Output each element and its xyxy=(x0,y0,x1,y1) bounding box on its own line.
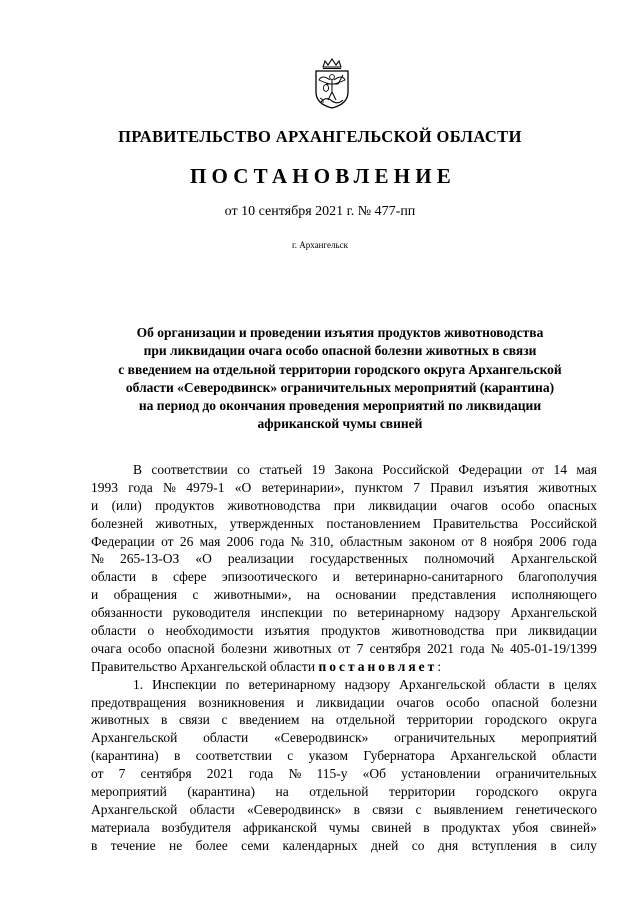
word: № xyxy=(91,551,104,567)
word: Федерации xyxy=(91,533,155,549)
word: городского xyxy=(475,784,539,800)
text-line xyxy=(91,604,597,622)
decree-colon: : xyxy=(437,658,442,674)
word: в xyxy=(423,819,430,835)
word: при xyxy=(495,623,517,639)
text-line xyxy=(91,837,597,855)
word: о xyxy=(147,623,155,639)
word: 405-01-19/1399 xyxy=(509,640,597,656)
word: 115-у xyxy=(316,766,348,782)
word: животных, xyxy=(155,515,218,531)
word: года xyxy=(460,640,485,656)
word: Российской xyxy=(382,462,450,477)
word: 2021 xyxy=(206,766,234,782)
coat-of-arms-emblem xyxy=(312,58,352,110)
word: мероприятий xyxy=(521,730,597,746)
text-line xyxy=(91,765,597,783)
word: области xyxy=(189,801,235,817)
word: утвержденных xyxy=(229,515,314,531)
word: городского xyxy=(484,712,548,728)
word: со xyxy=(411,837,425,853)
word: области xyxy=(91,623,137,639)
word: изъятия xyxy=(264,623,310,639)
word: 7 xyxy=(356,640,364,656)
text-line xyxy=(91,676,597,694)
word: установлении xyxy=(401,766,481,782)
word: 310, xyxy=(309,533,334,549)
word: Архангельской xyxy=(510,605,597,621)
word: 2006 xyxy=(539,533,567,549)
word: надзору xyxy=(454,605,501,621)
word: дней xyxy=(370,837,399,853)
text-line xyxy=(91,711,597,729)
word: с xyxy=(415,801,422,817)
word: сентября xyxy=(140,766,192,782)
text-line xyxy=(91,694,597,712)
word: 2006 xyxy=(226,533,254,549)
word: особо xyxy=(127,640,162,656)
word: 2021 xyxy=(426,640,454,656)
word: на xyxy=(306,587,320,603)
word: № xyxy=(490,640,504,656)
word: очагов xyxy=(396,694,435,710)
coat-of-arms-icon xyxy=(312,58,352,110)
word: № xyxy=(288,766,302,782)
word: введением xyxy=(239,712,300,728)
word: пунктом xyxy=(354,479,403,495)
word: целях xyxy=(564,676,597,692)
word: (карантина) xyxy=(91,748,159,764)
word: в xyxy=(160,712,168,728)
word: мероприятий xyxy=(91,784,167,800)
word: силу xyxy=(570,837,597,853)
word: животных xyxy=(91,712,150,728)
title-line: Об организации и проведении изъятия продуктов животноводства xyxy=(136,325,544,340)
preamble-last-line xyxy=(91,658,597,676)
word: территории xyxy=(406,712,474,728)
word: на xyxy=(311,712,325,728)
word: животными», xyxy=(213,587,292,603)
word: 265-13-ОЗ xyxy=(119,551,180,567)
word: (карантина) xyxy=(187,784,255,800)
word: Архангельской xyxy=(91,801,178,817)
text-line xyxy=(91,515,597,533)
word: представления xyxy=(411,587,496,603)
word: Архангельской xyxy=(510,551,597,567)
word: области xyxy=(203,730,249,746)
word: 7 xyxy=(118,766,126,782)
word: отдельной xyxy=(309,784,369,800)
text-line xyxy=(91,533,597,551)
word: областным xyxy=(339,533,403,549)
word: очага xyxy=(91,640,122,656)
word: инспекции xyxy=(260,605,323,621)
word: возбудителя xyxy=(161,819,232,835)
word: области xyxy=(91,569,137,585)
word: 1993 xyxy=(91,479,118,495)
decree-word: постановляет xyxy=(318,658,438,674)
word: мая xyxy=(576,462,597,477)
word: календарных xyxy=(282,837,358,853)
word: «Об xyxy=(362,766,386,782)
document-body xyxy=(91,461,597,855)
text-line xyxy=(91,497,597,515)
word: Инспекции xyxy=(152,676,217,692)
word: и xyxy=(91,587,99,603)
word: 7 xyxy=(413,479,420,495)
word: ликвидации xyxy=(528,623,597,639)
word: соответствии xyxy=(195,748,272,764)
title-line: африканской чумы свиней xyxy=(257,416,423,432)
word: от xyxy=(461,533,474,549)
word: Архангельской xyxy=(450,748,537,764)
word: предотвращения xyxy=(91,694,187,710)
word: ветеринарному xyxy=(248,676,336,692)
word: ветеринарному xyxy=(357,605,445,621)
word: статьей xyxy=(259,462,303,477)
word: генетического xyxy=(515,801,597,817)
text-line xyxy=(91,747,597,765)
word: области xyxy=(551,748,597,764)
word: возникновения xyxy=(198,694,285,710)
word: при xyxy=(333,497,355,513)
word: животноводства xyxy=(391,623,485,639)
word: связи xyxy=(178,712,210,728)
word: исполняющего xyxy=(511,587,597,603)
word: 4979-1 xyxy=(186,479,225,495)
word: года xyxy=(572,533,597,549)
word: постановлением xyxy=(326,515,421,531)
word: года xyxy=(259,533,285,549)
word: 1. xyxy=(133,676,144,692)
word: с xyxy=(287,748,294,764)
word: (или) xyxy=(111,497,142,513)
title-line: на период до окончания проведения мероприятий по ликвидации xyxy=(138,398,542,414)
word: ветеринарии», xyxy=(261,479,345,495)
word: животноводства xyxy=(227,497,321,513)
word: в xyxy=(151,569,158,585)
word: выявлением xyxy=(433,801,504,817)
text-line xyxy=(91,461,597,479)
word: Российской xyxy=(530,515,597,531)
text-line xyxy=(91,586,597,604)
word: изъятия xyxy=(483,479,529,495)
word: мая xyxy=(199,533,221,549)
word: реализации xyxy=(227,551,294,567)
word: года xyxy=(128,479,153,495)
word: по xyxy=(332,605,347,621)
word: 8 xyxy=(480,533,487,549)
word: в xyxy=(173,748,181,764)
word: особо xyxy=(501,497,535,513)
word: ликвидации xyxy=(368,497,437,513)
text-line xyxy=(91,622,597,640)
word: № xyxy=(163,479,176,495)
word: государственных xyxy=(309,551,409,567)
word: Архангельской xyxy=(399,676,486,692)
word: В xyxy=(133,462,143,477)
word: территории xyxy=(388,784,456,800)
word: материала xyxy=(91,819,150,835)
word: очагов xyxy=(450,497,488,513)
word: сентября xyxy=(369,640,421,656)
text-line xyxy=(91,550,597,568)
word: отдельной xyxy=(335,712,396,728)
text-line xyxy=(91,801,597,819)
word: «О xyxy=(234,479,252,495)
word: года xyxy=(248,766,274,782)
word: необходимости xyxy=(165,623,254,639)
preamble-last-text: Правительство Архангельской области xyxy=(91,658,319,674)
word: течение xyxy=(110,837,156,853)
word: не xyxy=(168,837,183,853)
word: округа xyxy=(558,712,597,728)
text-line xyxy=(91,783,597,801)
word: со xyxy=(237,462,250,477)
word: руководителя xyxy=(172,605,251,621)
word: области xyxy=(494,676,540,692)
word: ноября xyxy=(493,533,533,549)
word: продуктов xyxy=(320,623,381,639)
word: животных xyxy=(273,640,332,656)
word: свиней xyxy=(371,819,412,835)
government-name: ПРАВИТЕЛЬСТВО АРХАНГЕЛЬСКОЙ ОБЛАСТИ xyxy=(118,127,522,146)
word: от xyxy=(531,462,545,477)
word: от xyxy=(91,766,104,782)
word: продуктов xyxy=(155,497,215,513)
word: Архангельской xyxy=(91,730,178,746)
word: соответствии xyxy=(151,462,228,477)
word: благополучия xyxy=(518,569,597,585)
word: по xyxy=(225,676,240,692)
word: на xyxy=(275,784,289,800)
word: полномочий xyxy=(424,551,495,567)
word: вступления xyxy=(471,837,537,853)
word: убоя xyxy=(512,819,539,835)
word: ликвидации xyxy=(315,694,385,710)
title-line: при ликвидации очага особо опасной болезни животных в связи xyxy=(143,343,537,359)
word: 14 xyxy=(553,462,567,477)
document-title xyxy=(90,324,590,434)
document-type-heading: ПОСТАНОВЛЕНИЕ xyxy=(189,164,457,188)
word: ограничительных xyxy=(394,730,496,746)
word: «О xyxy=(195,551,212,567)
word: обязанности xyxy=(91,605,163,621)
word: «Северодвинск» xyxy=(274,730,369,746)
text-line xyxy=(91,729,597,747)
word: продуктах xyxy=(441,819,501,835)
word: животных xyxy=(538,479,597,495)
word: Правил xyxy=(430,479,474,495)
word: болезней xyxy=(91,515,144,531)
word: с xyxy=(221,712,228,728)
word: № xyxy=(290,533,304,549)
word: обращения xyxy=(113,587,178,603)
word: указом xyxy=(308,748,349,764)
word: от xyxy=(337,640,351,656)
word: в xyxy=(548,676,556,692)
word: чумы xyxy=(328,819,360,835)
word: в xyxy=(550,837,557,853)
word: «Северодвинск» xyxy=(247,801,342,817)
word: Федерации xyxy=(458,462,523,477)
word: 26 xyxy=(179,533,194,549)
word: опасной xyxy=(491,694,539,710)
word: и xyxy=(91,497,99,513)
title-line: с введением на отдельной территории городского округа Архангельской xyxy=(118,361,562,377)
word: Закона xyxy=(334,462,374,477)
word: связи xyxy=(372,801,404,817)
paragraph-item-1 xyxy=(91,676,597,855)
word: в xyxy=(91,837,98,853)
text-line xyxy=(91,479,597,497)
word: Губернатора xyxy=(363,748,435,764)
document-city: г. Архангельск xyxy=(292,240,348,250)
word: африканской xyxy=(242,819,317,835)
word: ограничительных xyxy=(495,766,597,782)
word: Правительства xyxy=(433,515,518,531)
word: сфере xyxy=(172,569,207,585)
word: в xyxy=(353,801,360,817)
text-line xyxy=(91,640,597,658)
word: особо xyxy=(446,694,480,710)
word: 19 xyxy=(311,462,326,477)
word: более xyxy=(195,837,228,853)
word: семи xyxy=(241,837,270,853)
word: опасной xyxy=(167,640,215,656)
word: болезни xyxy=(221,640,268,656)
title-line: области «Северодвинск» ограничительных мероприятий (карантина) xyxy=(125,379,555,395)
text-line xyxy=(91,819,597,837)
word: ветеринарно-санитарного xyxy=(355,569,504,585)
word: и xyxy=(296,694,304,710)
word: основании xyxy=(335,587,397,603)
word: и xyxy=(332,569,340,585)
word: опасных xyxy=(547,497,597,513)
word: надзору xyxy=(344,676,391,692)
text-line xyxy=(91,568,597,586)
word: с xyxy=(192,587,199,603)
word: округа xyxy=(558,784,597,800)
word: эпизоотического xyxy=(221,569,318,585)
document-date-number: от 10 сентября 2021 г. № 477-пп xyxy=(224,204,416,219)
paragraph-preamble xyxy=(91,461,597,658)
word: свиней» xyxy=(550,819,597,835)
word: законом xyxy=(408,533,455,549)
word: дня xyxy=(437,837,459,853)
word: от xyxy=(161,533,174,549)
word: болезни xyxy=(550,694,597,710)
